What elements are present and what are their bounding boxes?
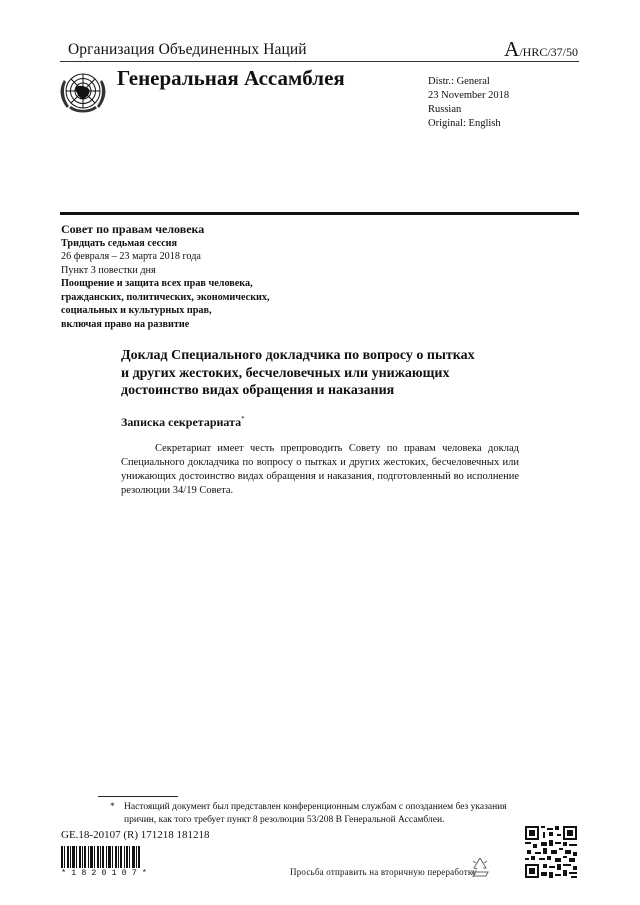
distribution-info: [428, 75, 509, 131]
agenda-title-line: Поощрение и защита всех прав человека,: [61, 278, 253, 289]
footnote-text: Настоящий документ был представлен конференционным службам с опозданием без указания причин, как того требует пункт 8 резолюции 53/208 В Генеральной Ассамблеи.: [124, 802, 507, 825]
footnote-ref[interactable]: *: [241, 415, 245, 423]
distribution-line: Distr.: General: [428, 76, 490, 87]
date-line: 23 November 2018: [428, 90, 510, 101]
qr-code-icon: [525, 826, 577, 878]
barcode: [61, 846, 145, 868]
symbol-rest: /HRC/37/50: [519, 45, 578, 59]
recycle-note: Просьба отправить на вторичную переработку: [290, 867, 477, 877]
session-dates: 26 февраля – 23 марта 2018 года: [61, 251, 201, 262]
un-emblem-icon: [55, 64, 111, 120]
council-block: [61, 223, 270, 331]
symbol-prefix: A: [504, 37, 520, 61]
original-language-line: Original: English: [428, 118, 501, 129]
note-heading-text: Записка секретариата: [121, 415, 242, 429]
agenda-item: Пункт 3 повестки дня: [61, 264, 156, 276]
organization-name: Организация Объединенных Наций: [68, 41, 307, 58]
footnote: [110, 801, 520, 826]
council-name: Совет по правам человека: [61, 222, 205, 236]
barcode-number: *1820107*: [61, 868, 152, 878]
document-symbol: [504, 37, 578, 62]
title-line: достоинство видах обращения и наказания: [121, 383, 395, 398]
agenda-title-line: социальных и культурных прав,: [61, 305, 212, 316]
document-title: [121, 347, 521, 400]
agenda-title-line: гражданских, политических, экономических,: [61, 291, 270, 303]
note-heading: [121, 415, 245, 430]
footnote-divider: [98, 796, 178, 797]
header-rule: [60, 61, 579, 62]
language-line: Russian: [428, 104, 462, 115]
session: Тридцать седьмая сессия: [61, 237, 178, 249]
title-line: Доклад Специального докладчика по вопросу о пытках: [121, 348, 475, 363]
recycle-icon: [467, 855, 493, 881]
footnote-marker: *: [110, 802, 115, 812]
thick-rule: [60, 212, 579, 215]
agenda-title-line: включая право на развитие: [61, 318, 190, 330]
job-number: GE.18-20107 (R) 171218 181218: [61, 829, 210, 841]
title-line: и других жестоких, бесчеловечных или унижающих: [121, 365, 450, 381]
body-paragraph: Секретариат имеет честь препроводить Совету по правам человека доклад Специального докладчика по вопросу о пытках и других жестоких, бесчеловечных или унижающих достоинство видах обращения и наказания, подготовленный во исполнение резолюции 34/19 Совета.: [121, 443, 519, 496]
body-name: Генеральная Ассамблея: [117, 66, 345, 90]
